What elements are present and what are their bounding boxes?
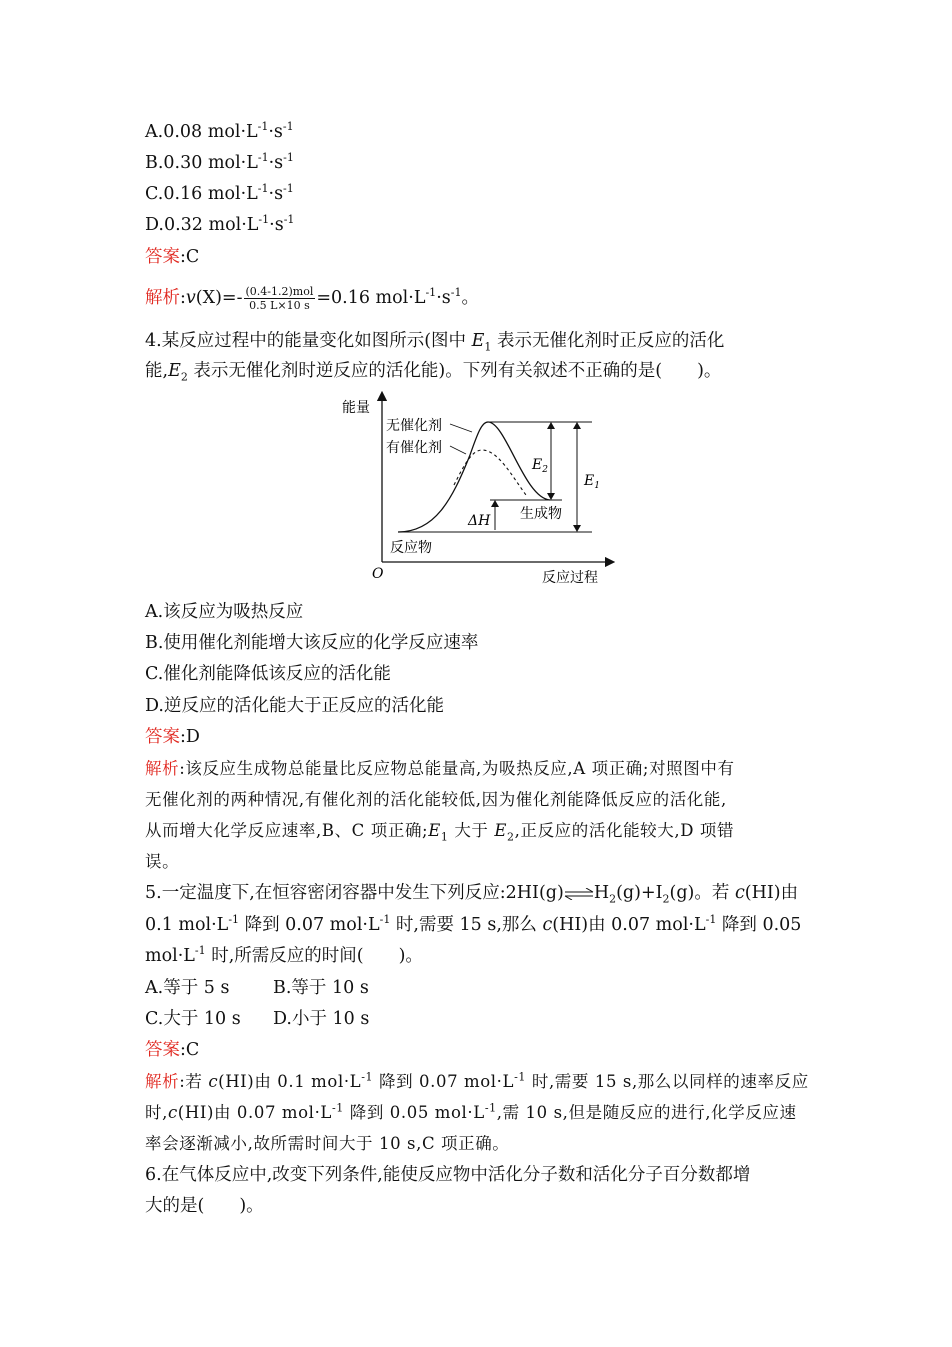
label-e1: $E_1$	[584, 473, 600, 491]
q4-stem-line2: 能$,E_2$ 表示无催化剂时逆反应的活化能)。下列有关叙述不正确的是( )。	[145, 361, 722, 384]
equilibrium-arrow	[564, 888, 594, 900]
q5-stem-line2: 0.1 $mol\cdot L^{-1}$ 降到 0.07 $mol\cdot L^{-1}$ 时,需要 15 s,那么 c(HI)由 0.07 $mol\cdot L^{-1}$ 降到 0.05	[145, 913, 802, 935]
q3-fraction: $\frac{\text{(0.4-1.2)mol}}{0.5 L\times 10 s}$	[245, 285, 314, 312]
q4-stem-line1: 4.某反应过程中的能量变化如图所示(图中 $E_1$ 表示无催化剂时正反应的活化	[145, 331, 725, 354]
origin-label: O	[372, 566, 384, 582]
q6-stem-line1: 6.在气体反应中,改变下列条件,能使反应物中活化分子数和活化分子百分数都增	[145, 1165, 751, 1185]
q5-stem-line1: 5.一定温度下,在恒容密闭容器中发生下列反应:2HI(g) $H_2(g)+I_2(g)$。若 c(HI)由	[145, 883, 799, 906]
label-reactant: 反应物	[390, 540, 432, 556]
q5-option-b: B.等于 10 s	[273, 978, 369, 998]
q3-option-a: A.0.08 $mol\cdot L^{-1}\cdot s^{-1}$	[145, 120, 294, 142]
q3-option-d: D.0.32 $mol\cdot L^{-1}\cdot s^{-1}$	[145, 213, 295, 235]
q5-option-a: A.等于 5 s	[145, 978, 230, 998]
catalyzed-curve	[454, 450, 526, 495]
q3-answer: 答案:C	[145, 247, 200, 267]
q4-explanation-line2: 无催化剂的两种情况,有催化剂的活化能较低,因为催化剂能降低反应的活化能,	[145, 790, 727, 809]
q3-option-b: B.0.30 $mol\cdot L^{-1}\cdot s^{-1}$	[145, 151, 294, 173]
q3-option-c: C.0.16 $mol\cdot L^{-1}\cdot s^{-1}$	[145, 182, 294, 204]
q4-explanation-line1: 解析:该反应生成物总能量比反应物总能量高,为吸热反应,A 项正确;对照图中有	[145, 759, 735, 778]
label-delta-h: ΔH	[468, 513, 491, 529]
q4-explanation-line4: 误。	[145, 852, 180, 871]
q5-explanation-line1: 解析:若 c(HI)由 0.1 $mol\cdot L^{-1}$ 降到 0.07 $mol\cdot L^{-1}$ 时,需要 15 s,那么以同样的速率反应	[145, 1070, 809, 1091]
label-product: 生成物	[520, 506, 562, 522]
energy-diagram	[330, 390, 620, 590]
q4-option-d: D.逆反应的活化能大于正反应的活化能	[145, 696, 444, 716]
q5-options-row1	[145, 976, 445, 1000]
q5-option-d: D.小于 10 s	[273, 1009, 370, 1029]
q4-option-b: B.使用催化剂能增大该反应的化学反应速率	[145, 633, 479, 653]
q5-answer: 答案:C	[145, 1040, 200, 1060]
x-axis-label: 反应过程	[542, 570, 598, 586]
q4-explanation-line3: 从而增大化学反应速率,B、C 项正确$;E_1$ 大于 $E_2$,正反应的活化能较大,D 项错	[145, 821, 735, 844]
q6-stem-line2: 大的是( )。	[145, 1196, 264, 1216]
q3-explanation: 解析:v(X)=- $\frac{\text{(0.4-1.2)mol}}{0.5 L\times 10 s}$ =0.16 $mol\cdot L^{-1}\cdot s^{-1}$。	[145, 285, 479, 312]
y-axis-label: 能量	[342, 400, 370, 416]
q4-option-a: A.该反应为吸热反应	[145, 602, 304, 622]
q5-explanation-line2: 时,c(HI)由 0.07 $mol\cdot L^{-1}$ 降到 0.05 $mol\cdot L^{-1}$,需 10 s,但是随反应的进行,化学反应速	[145, 1101, 797, 1122]
q5-stem-line3: $mol\cdot L^{-1}$ 时,所需反应的时间( )。	[145, 944, 423, 966]
q5-explanation-line3: 率会逐渐减小,故所需时间大于 10 s,C 项正确。	[145, 1134, 510, 1153]
label-e2: $E_2$	[532, 457, 548, 475]
label-no-catalyst: 无催化剂	[386, 418, 442, 434]
q4-option-c: C.催化剂能降低该反应的活化能	[145, 664, 391, 684]
q5-option-c: C.大于 10 s	[145, 1009, 241, 1029]
q5-options-row2	[145, 1007, 445, 1031]
label-with-catalyst: 有催化剂	[386, 440, 442, 456]
q4-answer: 答案:D	[145, 727, 200, 747]
